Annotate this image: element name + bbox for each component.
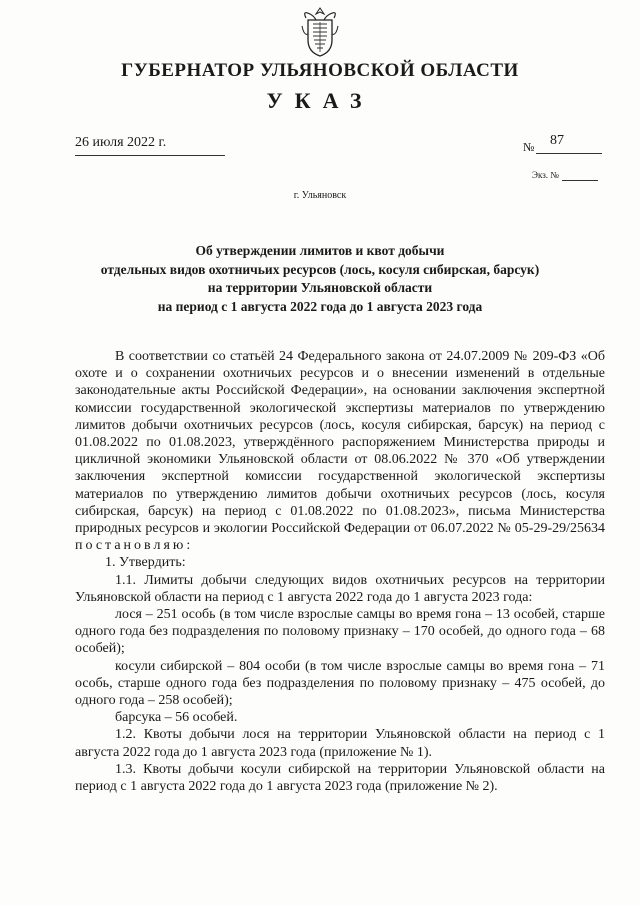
copy-number-underline <box>562 180 598 181</box>
document-type: УКАЗ <box>266 88 374 113</box>
city: г. Ульяновск <box>293 190 347 201</box>
document-body <box>75 348 605 795</box>
document-number: 87 <box>550 133 564 148</box>
document-date: 26 июля 2022 г. <box>75 135 167 150</box>
limit-roe-deer: косули сибирской – 804 особи (в том числе взрослые самцы во время гона – 71 особь, старше одного года без подразделения по половому признаку – 475 особей, до одного года – 258 особей); <box>75 658 605 709</box>
title-line: на период с 1 августа 2022 года до 1 августа 2023 года <box>157 298 483 314</box>
copy-number-label: Экз. № <box>532 170 559 180</box>
item-1-2: 1.2. Квоты добычи лося на территории Ульяновской области на период с 1 августа 2022 года до 1 августа 2023 года (приложение № 1). <box>75 727 605 760</box>
limit-badger: барсука – 56 особей. <box>115 710 238 726</box>
number-underline <box>536 153 602 154</box>
title-line: отдельных видов охотничьих ресурсов (лось, косуля сибирская, барсук) <box>100 261 540 277</box>
decree-word: постановляю: <box>75 538 194 554</box>
limit-moose: лося – 251 особь (в том числе взрослые самцы во время гона – 13 особей, старше одного года без подразделения по половому признаку – 170 особей, до одного года – 68 особей); <box>75 607 605 657</box>
number-label: № <box>523 140 535 154</box>
title-line: Об утверждении лимитов и квот добычи <box>195 243 445 258</box>
preamble-paragraph <box>75 348 605 554</box>
item-1-1: 1.1. Лимиты добычи следующих видов охотничьих ресурсов на территории Ульяновской области на период с 1 августа 2022 года до 1 августа 2023 года: <box>75 572 605 605</box>
date-underline <box>75 155 225 156</box>
item-1: 1. Утвердить: <box>105 555 186 571</box>
item-1-3: 1.3. Квоты добычи косули сибирской на территории Ульяновской области на период с 1 августа 2022 года до 1 августа 2023 года (приложение № 2). <box>75 761 605 795</box>
authority-heading: ГУБЕРНАТОР УЛЬЯНОВСКОЙ ОБЛАСТИ <box>121 60 519 81</box>
document-title <box>0 242 640 316</box>
coat-of-arms-icon <box>300 6 340 58</box>
preamble-text: В соответствии со статьёй 24 Федерального закона от 24.07.2009 № 209-ФЗ «Об охоте и о сохранении охотничьих ресурсов и о внесении изменений в отдельные законодательные акты Российской Федерации», на основании заключения экспертной комиссии государственной экологической экспертизы материалов по утверждению лимитов добычи охотничьих ресурсов (лось, косуля сибирская, барсук) на период с 01.08.2022 по 01.08.2023, утверждённого распоряжением Министерства природы и цикличной экономики Ульяновской области от 08.06.2022 № 370 «Об утверждении заключения экспертной комиссии государственной экологической экспертизы материалов по утверждению лимитов добычи охотничьих ресурсов (лось, косуля сибирская, барсук) на период с 01.08.2022 по 01.08.2023», письма Министерства природных ресурсов и экологии Российской Федерации от 06.07.2022 № 05-29-29/25634 <box>75 349 605 537</box>
title-line: на территории Ульяновской области <box>207 280 433 295</box>
